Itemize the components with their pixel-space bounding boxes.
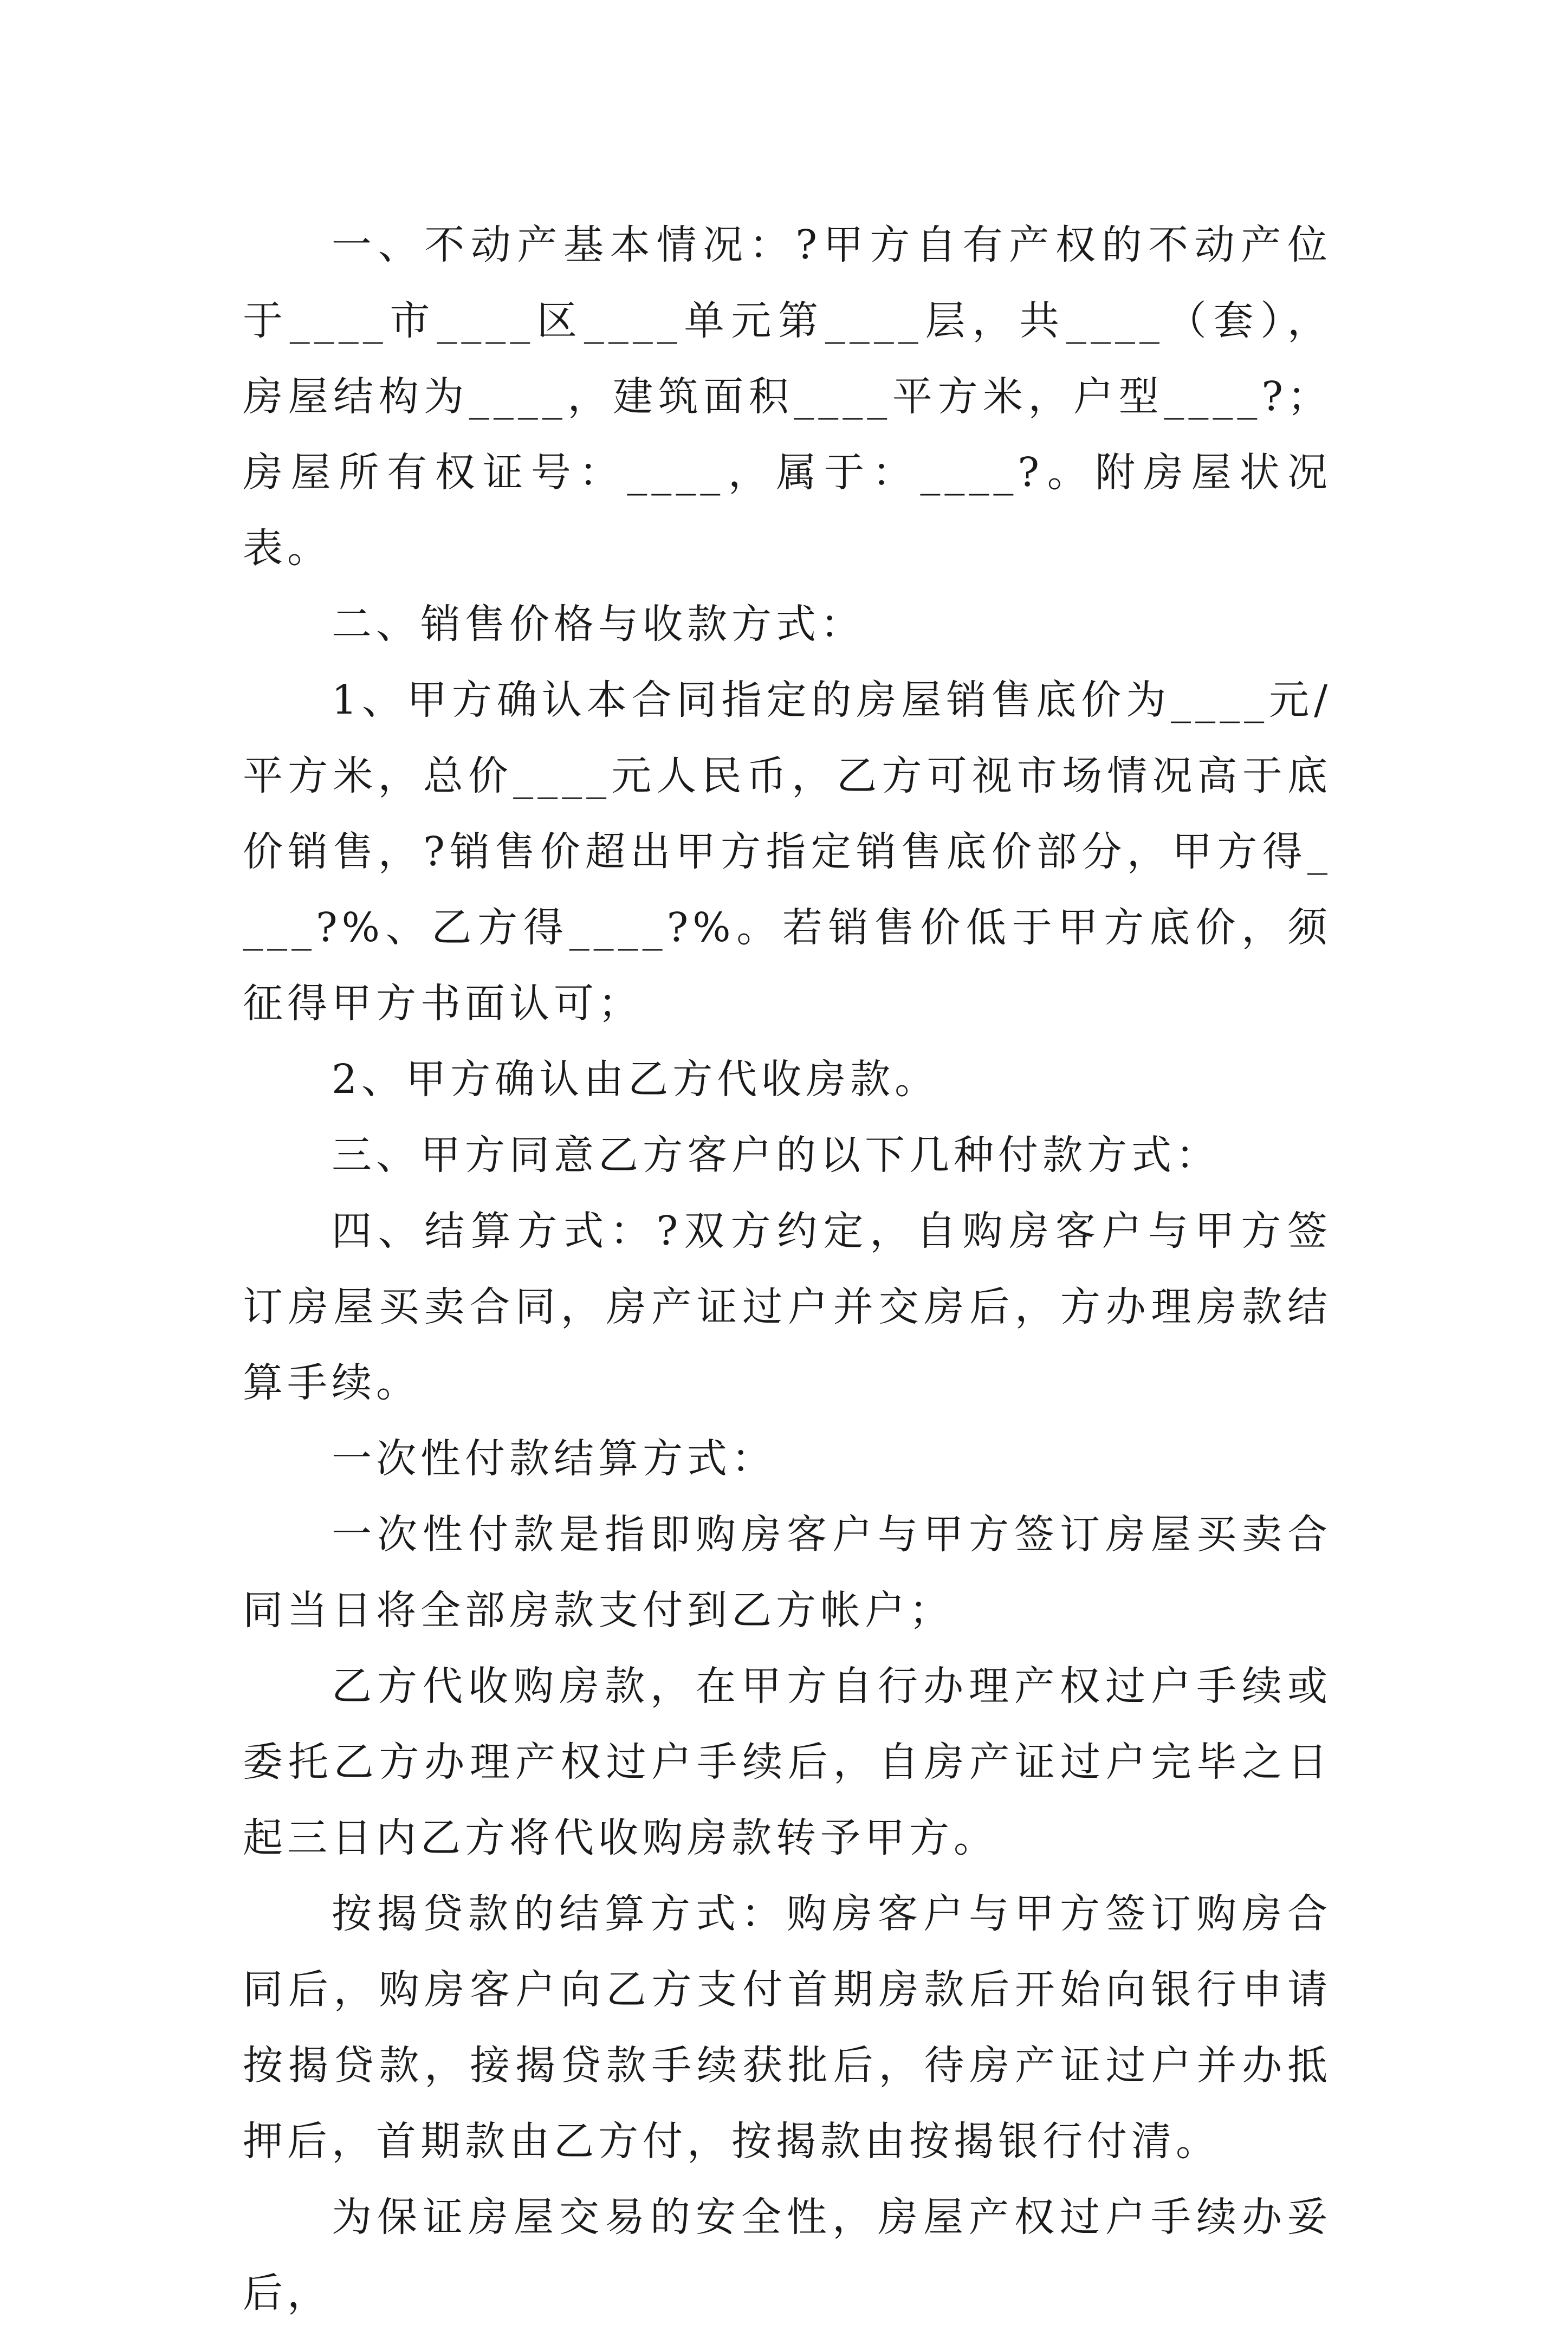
document-body (243, 207, 1332, 2331)
paragraph-lump-sum-heading: 一次性付款结算方式： (332, 1435, 776, 1482)
paragraph-floor-price: 1、甲方确认本合同指定的房屋销售底价为____元/平方米，总价____元人民币，乙方可视市场情况高于底价销售，?销售价超出甲方指定销售底价部分，甲方得____?%、乙方得____?%。若销售价低于甲方底价，须征得甲方书面认可； (243, 677, 1332, 1027)
paragraph-collection: 2、甲方确认由乙方代收房款。 (332, 1056, 939, 1103)
paragraph-lump-sum-transfer: 乙方代收购房款，在甲方自行办理产权过户手续或委托乙方办理产权过户手续后，自房产证过户完毕之日起三日内乙方将代收购房款转予甲方。 (243, 1663, 1332, 1861)
paragraph-settlement: 四、结算方式：?双方约定，自购房客户与甲方签订房屋买卖合同，房产证过户并交房后，方办理房款结算手续。 (243, 1208, 1332, 1406)
paragraph-security: 为保证房屋交易的安全性，房屋产权过户手续办妥后， (243, 2194, 1332, 2316)
paragraph-property-info: 一、不动产基本情况：?甲方自有产权的不动产位于____市____区____单元第____层，共____（套），房屋结构为____，建筑面积____平方米，户型____?；房屋所有权证号：____，属于：____?。附房屋状况表。 (243, 222, 1332, 572)
paragraph-price-heading: 二、销售价格与收款方式： (332, 601, 865, 648)
paragraph-lump-sum-definition: 一次性付款是指即购房客户与甲方签订房屋买卖合同当日将全部房款支付到乙方帐户； (243, 1511, 1332, 1634)
paragraph-payment-methods: 三、甲方同意乙方客户的以下几种付款方式： (332, 1132, 1220, 1179)
paragraph-mortgage-settlement: 按揭贷款的结算方式：购房客户与甲方签订购房合同后，购房客户向乙方支付首期房款后开始向银行申请按揭贷款，接揭贷款手续获批后，待房产证过户并办抵押后，首期款由乙方付，按揭款由按揭银行付清。 (243, 1890, 1332, 2165)
